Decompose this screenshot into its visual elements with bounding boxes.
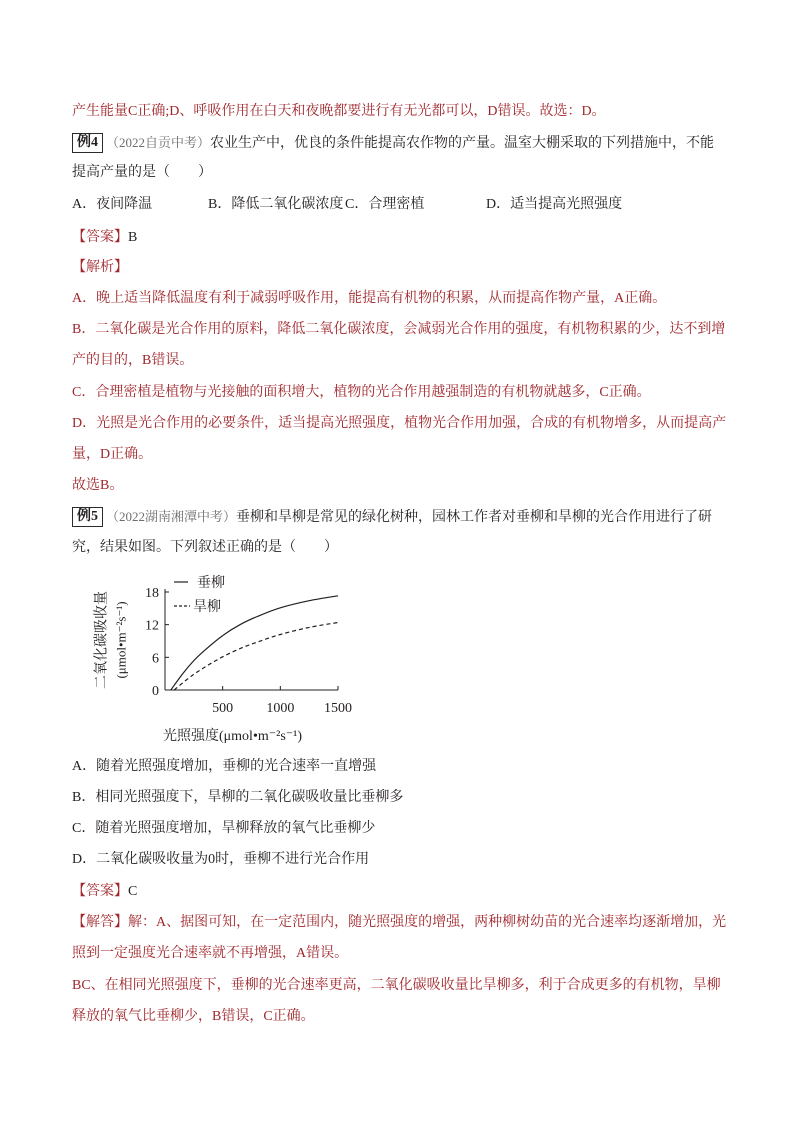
analysis-line: 量，D正确。 (72, 447, 153, 462)
example-5-stem-line-1: 垂柳和旱柳是常见的绿化树种，园林工作者对垂柳和旱柳的光合作用进行了研 (236, 510, 713, 525)
solution-text: 解：A、据图可知，在一定范围内，随光照强度的增强，两种柳树幼苗的光合速率均逐渐增加，光 (128, 915, 727, 930)
example-5-option-b: B．相同光照强度下，旱柳的二氧化碳吸收量比垂柳多 (72, 790, 404, 805)
example-4-label: 例4 (72, 133, 103, 153)
example-5-answer (72, 882, 137, 902)
example-4-options (72, 195, 724, 215)
example-5-stem-line-2: 究，结果如图。下列叙述正确的是（ ） (72, 540, 338, 555)
x-tick-label: 500 (212, 701, 234, 716)
analysis-line: C．合理密植是植物与光接触的面积增大，植物的光合作用越强制造的有机物就越多，C正确。 (72, 385, 651, 400)
option-d: D．适当提高光照强度 (486, 197, 623, 212)
analysis-line: D．光照是光合作用的必要条件，适当提高光照强度，植物光合作用加强，合成的有机物增多，从而提高产 (72, 416, 727, 431)
example-4-source: （2022自贡中考） (106, 135, 211, 150)
example-4-answer (72, 228, 137, 248)
solution-tag: 【解答】 (72, 915, 128, 930)
answer-value: C (128, 884, 138, 899)
example-5-option-a: A．随着光照强度增加，垂柳的光合速率一直增强 (72, 759, 377, 774)
analysis-line: 产的目的，B错误。 (72, 353, 194, 368)
y-tick-label: 18 (145, 586, 159, 601)
legend-label-series-1: 垂柳 (197, 576, 225, 591)
x-tick-label: 1000 (266, 701, 295, 716)
example-5-option-d: D．二氧化碳吸收量为0时，垂柳不进行光合作用 (72, 852, 370, 867)
x-axis-title: 光照强度(μmol•m⁻²s⁻¹) (163, 729, 303, 744)
analysis-conclusion: 故选B。 (72, 478, 124, 493)
photosynthesis-line-chart (85, 572, 375, 750)
example-5-label: 例5 (72, 507, 103, 527)
answer-tag: 【答案】 (72, 230, 128, 245)
y-tick-label: 0 (152, 684, 159, 699)
solution-line: 照到一定强度光合速率就不再增强，A错误。 (72, 946, 349, 961)
analysis-tag: 【解析】 (72, 260, 128, 275)
example-4-stem-line-2: 提高产量的是（ ） (72, 165, 212, 180)
solution-line: BC、在相同光照强度下，垂柳的光合速率更高，二氧化碳吸收量比旱柳多，利于合成更多的有机物，旱柳 (72, 978, 721, 993)
example-5-header (72, 507, 712, 527)
answer-value: B (128, 230, 138, 245)
x-tick-label: 1500 (324, 701, 352, 716)
option-c: C．合理密植 (345, 197, 425, 212)
option-a: A．夜间降温 (72, 197, 153, 212)
analysis-line: A．晚上适当降低温度有利于减弱呼吸作用，能提高有机物的积累，从而提高作物产量，A正确。 (72, 291, 667, 306)
previous-solution-tail: 产生能量C正确;D、呼吸作用在白天和夜晚都要进行有无光都可以，D错误。故选：D。 (72, 104, 606, 119)
solution-line: 释放的氧气比垂柳少，B错误，C正确。 (72, 1009, 315, 1024)
example-4-header (72, 133, 714, 153)
legend-label-series-2: 旱柳 (193, 600, 221, 615)
analysis-line: B．二氧化碳是光合作用的原料，降低二氧化碳浓度，会减弱光合作用的强度，有机物积累的少，达不到增 (72, 322, 726, 337)
y-axis-title: 二氧化碳吸收量 (94, 591, 110, 689)
option-b: B．降低二氧化碳浓度 (208, 197, 344, 212)
example-5-source: （2022湖南湘潭中考） (106, 509, 237, 524)
y-tick-label: 6 (152, 651, 159, 667)
answer-tag: 【答案】 (72, 884, 128, 899)
solution-line (72, 913, 726, 933)
y-tick-label: 12 (145, 618, 159, 634)
y-axis-unit: (μmol•m⁻²s⁻¹) (113, 601, 129, 679)
example-5-option-c: C．随着光照强度增加，旱柳释放的氧气比垂柳少 (72, 821, 376, 836)
example-4-stem-line-1: 农业生产中，优良的条件能提高农作物的产量。温室大棚采取的下列措施中，不能 (210, 136, 715, 151)
